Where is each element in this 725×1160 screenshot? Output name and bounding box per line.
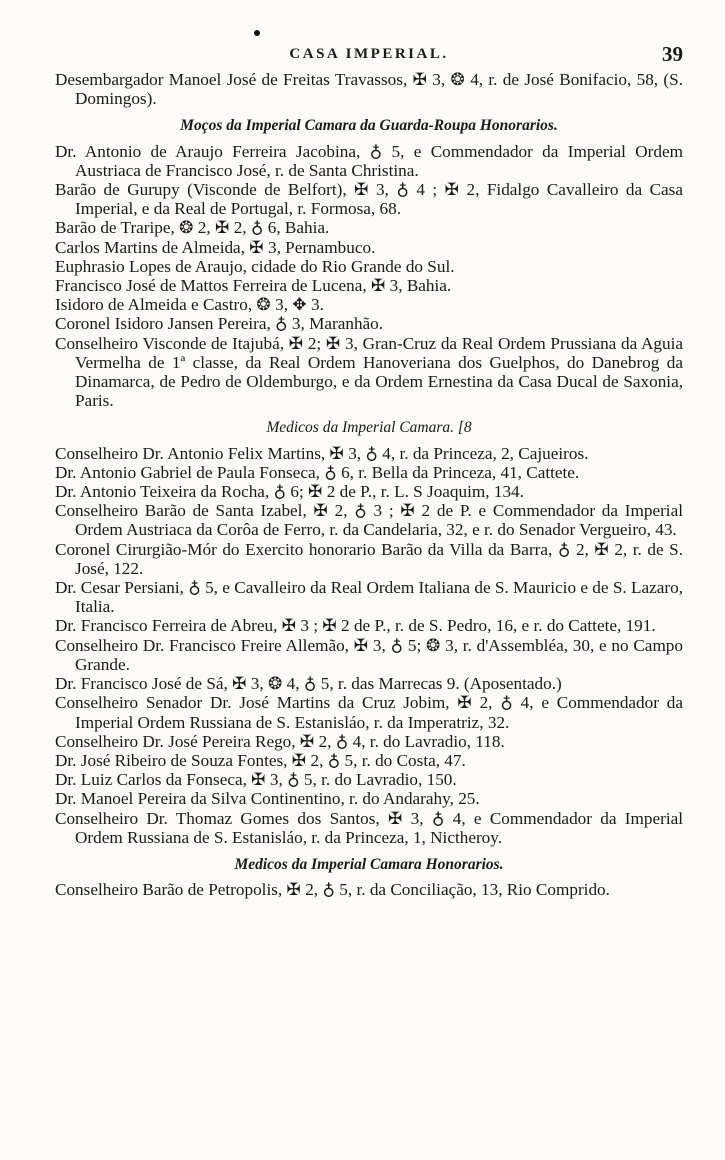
section-heading-guarda-roupa: Moços da Imperial Camara da Guarda-Roupa Honorarios. xyxy=(180,117,558,135)
list-entry: Dr. Cesar Persiani, ♁ 5, e Cavalleiro da Real Ordem Italiana de S. Mauricio e de S. Lazaro, Italia. xyxy=(55,578,683,617)
list-entry: Barão de Gurupy (Visconde de Belfort), ✠ 3, ♁ 4 ; ✠ 2, Fidalgo Cavalleiro da Casa Imperial, e da Real de Portugal, r. Formosa, 68. xyxy=(55,180,683,219)
list-entry: Conselheiro Dr. Thomaz Gomes dos Santos, ✠ 3, ♁ 4, e Commendador da Imperial Ordem Russiana de S. Estanisláo, r. da Princeza, 1, Nictheroy. xyxy=(55,808,683,847)
list-entry: Dr. Antonio Gabriel de Paula Fonseca, ♁ 6, r. Bella da Princeza, 41, Cattete. xyxy=(55,462,580,482)
list-entry: Conselheiro Dr. José Pereira Rego, ✠ 2, ♁ 4, r. do Lavradio, 118. xyxy=(55,731,505,751)
list-entry: Dr. Francisco José de Sá, ✠ 3, ❂ 4, ♁ 5, r. das Marrecas 9. (Aposentado.) xyxy=(55,674,562,694)
list-entry: Desembargador Manoel José de Freitas Travassos, ✠ 3, ❂ 4, r. de José Bonifacio, 58, (S. Domingos). xyxy=(55,70,683,109)
section-heading-medicos: Medicos da Imperial Camara. [8 xyxy=(266,419,472,437)
list-entry: Dr. Antonio Teixeira da Rocha, ♁ 6; ✠ 2 de P., r. L. S Joaquim, 134. xyxy=(55,482,524,502)
list-entry: Dr. Francisco Ferreira de Abreu, ✠ 3 ; ✠ 2 de P., r. de S. Pedro, 16, e r. do Cattete, 191. xyxy=(55,616,656,636)
list-entry: Euphrasio Lopes de Araujo, cidade do Rio Grande do Sul. xyxy=(55,256,455,276)
list-entry: Francisco José de Mattos Ferreira de Lucena, ✠ 3, Bahia. xyxy=(55,276,452,296)
running-title: CASA IMPERIAL. xyxy=(289,46,449,62)
list-entry: Coronel Cirurgião-Mór do Exercito honorario Barão da Villa da Barra, ♁ 2, ✠ 2, r. de S. José, 122. xyxy=(55,539,683,578)
page-header xyxy=(55,42,683,68)
list-entry: Coronel Isidoro Jansen Pereira, ♁ 3, Maranhão. xyxy=(55,314,384,334)
list-entry: Conselheiro Barão de Petropolis, ✠ 2, ♁ 5, r. da Conciliação, 13, Rio Comprido. xyxy=(55,880,610,900)
list-entry: Conselheiro Dr. Francisco Freire Allemão, ✠ 3, ♁ 5; ❂ 3, r. d'Assembléa, 30, e no Campo Grande. xyxy=(55,635,683,674)
list-entry: Dr. Manoel Pereira da Silva Continentino, r. do Andarahy, 25. xyxy=(55,789,480,809)
list-entry: Dr. Antonio de Araujo Ferreira Jacobina, ♁ 5, e Commendador da Imperial Ordem Austriaca de Francisco José, r. de Santa Christina. xyxy=(55,141,683,180)
list-entry: Carlos Martins de Almeida, ✠ 3, Pernambuco. xyxy=(55,237,376,257)
list-entry: Conselheiro Dr. Antonio Felix Martins, ✠ 3, ♁ 4, r. da Princeza, 2, Cajueiros. xyxy=(55,443,589,463)
list-entry: Dr. Luiz Carlos da Fonseca, ✠ 3, ♁ 5, r. do Lavradio, 150. xyxy=(55,770,457,790)
list-entry: Conselheiro Visconde de Itajubá, ✠ 2; ✠ 3, Gran-Cruz da Real Ordem Prussiana da Aguia Vermelha de 1ª classe, da Real Ordem Hanoveriana dos Guelphos, do Danebrog da Dinamarca, de Pedro de Oldemburgo, e da Ordem Ernestina da Casa Ducal de Saxonia, Paris. xyxy=(55,333,683,411)
list-entry: Conselheiro Barão de Santa Izabel, ✠ 2, ♁ 3 ; ✠ 2 de P. e Commendador da Imperial Ordem Austriaca da Corôa de Ferro, r. da Candelaria, 32, e r. do Senador Vergueiro, 43. xyxy=(55,501,683,540)
list-entry: Conselheiro Senador Dr. José Martins da Cruz Jobim, ✠ 2, ♁ 4, e Commendador da Imperial Ordem Russiana de S. Estanisláo, r. da Imperatriz, 32. xyxy=(55,693,683,732)
page-number: 39 xyxy=(662,42,683,66)
printer-dot xyxy=(254,30,260,36)
list-entry: Dr. José Ribeiro de Souza Fontes, ✠ 2, ♁ 5, r. do Costa, 47. xyxy=(55,750,466,770)
list-entry: Barão de Traripe, ❂ 2, ✠ 2, ♁ 6, Bahia. xyxy=(55,218,330,238)
list-entry: Isidoro de Almeida e Castro, ❂ 3, ✥ 3. xyxy=(55,295,324,315)
page-content xyxy=(55,70,683,899)
section-heading-medicos-honorarios: Medicos da Imperial Camara Honorarios. xyxy=(234,855,504,873)
